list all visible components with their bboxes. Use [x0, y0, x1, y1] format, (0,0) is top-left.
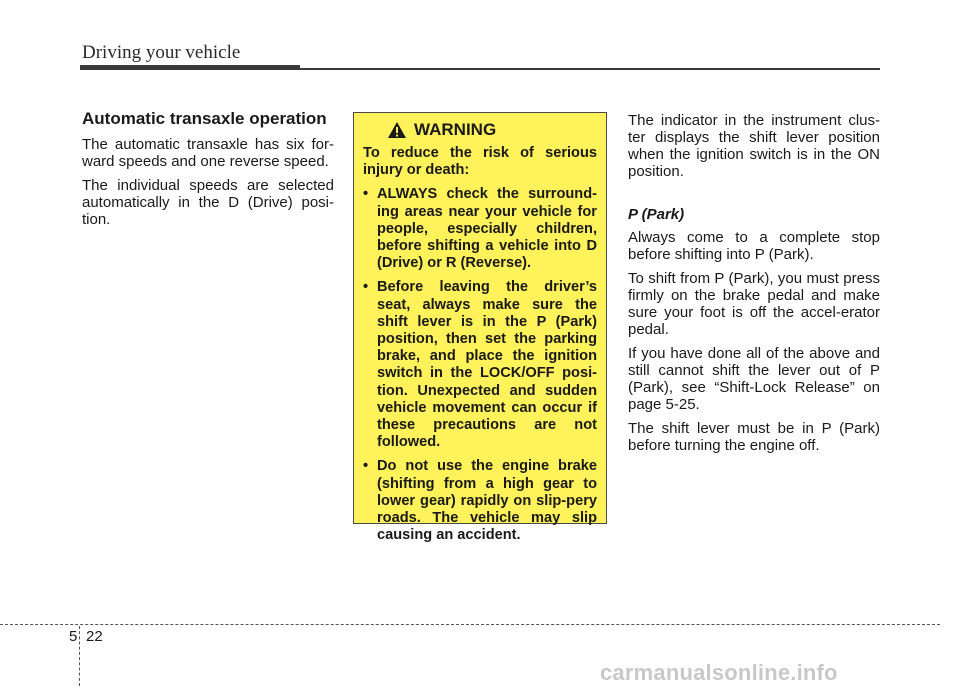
warning-bullet-text: Do not use the engine brake (shifting from a high gear to lower gear) rapidly on slip-pery roads. The vehicle may slip causing an accident. — [377, 458, 597, 544]
warning-title: WARNING — [414, 120, 497, 140]
watermark: carmanualsonline.info — [600, 660, 838, 685]
page-header-title: Driving your vehicle — [82, 42, 241, 63]
header-rule-thick — [80, 65, 300, 70]
bullet-icon: • — [363, 279, 369, 296]
paragraph: The individual speeds are selected automatically in the D (Drive) posi-tion. — [82, 177, 334, 228]
warning-bullet — [363, 186, 597, 272]
footer-divider — [0, 624, 940, 625]
warning-list — [363, 186, 597, 544]
bullet-icon: • — [363, 186, 369, 203]
warning-box — [353, 112, 607, 544]
page-chapter: 5 — [69, 628, 78, 645]
paragraph: To shift from P (Park), you must press firmly on the brake pedal and make sure your foot is off the accel-erator pedal. — [628, 270, 880, 338]
warning-bullet-text: Before leaving the driver’s seat, always make sure the shift lever is in the P (Park) position, then set the parking brake, and place the ignition switch in the LOCK/OFF posi-tion. Unexpected and sudden vehicle movement can occur if these precautions are not followed. — [377, 279, 597, 451]
paragraph: If you have done all of the above and still cannot shift the lever out of P (Park), see “Shift-Lock Release” on page 5-25. — [628, 345, 880, 413]
left-column — [82, 110, 334, 235]
warning-bullet — [363, 279, 597, 451]
paragraph: The automatic transaxle has six for-ward speeds and one reverse speed. — [82, 136, 334, 170]
section-heading: Automatic transaxle operation — [82, 109, 327, 128]
warning-header — [387, 121, 597, 139]
paragraph: Always come to a complete stop before shifting into P (Park). — [628, 229, 880, 263]
warning-bullet-text: ALWAYS check the surround-ing areas near your vehicle for people, especially children, before shifting a vehicle into D (Drive) or R (Reverse). — [377, 186, 597, 272]
subheading-park: P (Park) — [628, 206, 685, 223]
paragraph: The shift lever must be in P (Park) before turning the engine off. — [628, 420, 880, 454]
warning-intro: To reduce the risk of serious injury or death: — [363, 145, 597, 179]
paragraph: The indicator in the instrument clus-ter displays the shift lever position when the ignition switch is in the ON position. — [628, 112, 880, 180]
footer-vertical-divider — [79, 626, 80, 686]
header-rule — [300, 68, 880, 70]
warning-bullet — [363, 458, 597, 544]
page-number: 22 — [86, 628, 103, 645]
warning-triangle-icon — [387, 121, 407, 139]
bullet-icon: • — [363, 458, 369, 475]
right-column — [628, 112, 880, 461]
